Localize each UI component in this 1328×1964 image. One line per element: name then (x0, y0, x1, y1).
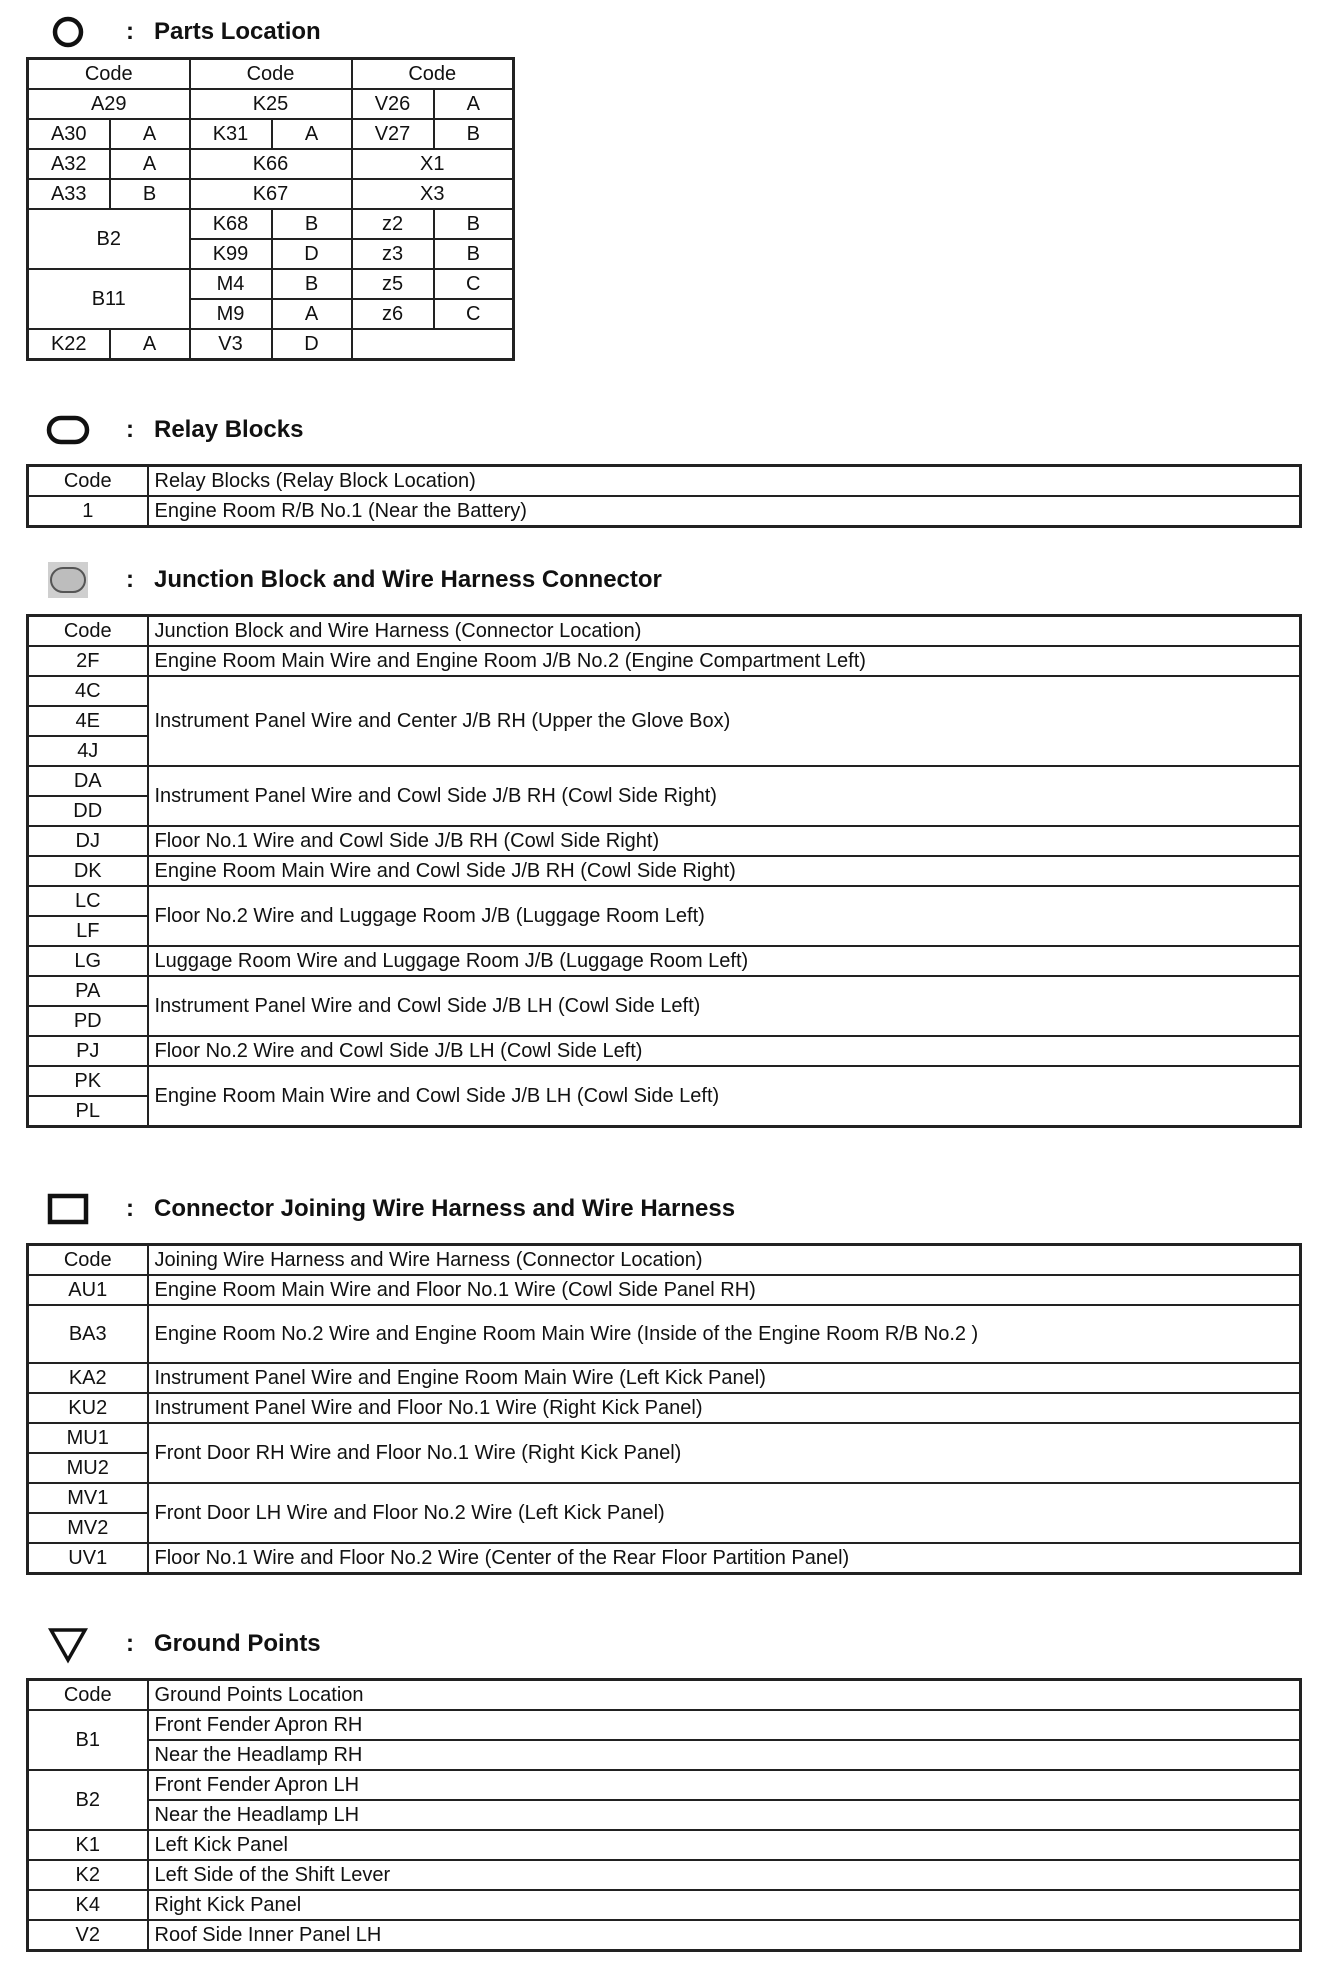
connector-location: Floor No.2 Wire and Cowl Side J/B LH (Cowl Side Left) (148, 1036, 1301, 1066)
ground-location: Front Fender Apron LH (148, 1770, 1301, 1800)
table-row (28, 1066, 1301, 1096)
table-row (28, 496, 1301, 527)
connector-code: 2F (28, 646, 148, 676)
ground-location: Right Kick Panel (148, 1890, 1301, 1920)
connector-code: KU2 (28, 1393, 148, 1423)
part-location: B (434, 119, 514, 149)
connector-code: DD (28, 796, 148, 826)
part-code: K25 (190, 89, 352, 119)
ground-location: Near the Headlamp LH (148, 1800, 1301, 1830)
part-code: X3 (352, 179, 514, 209)
connector-code: DK (28, 856, 148, 886)
connector-code: UV1 (28, 1543, 148, 1574)
part-code: z2 (352, 209, 434, 239)
table-row (28, 1800, 1301, 1830)
table-row (28, 1245, 1301, 1276)
connector-location: Instrument Panel Wire and Center J/B RH (Upper the Glove Box) (148, 676, 1301, 766)
ground-location: Left Kick Panel (148, 1830, 1301, 1860)
table-row (28, 1830, 1301, 1860)
parts-location-table (26, 57, 515, 361)
connector-code: LC (28, 886, 148, 916)
header-location: Junction Block and Wire Harness (Connector Location) (148, 616, 1301, 647)
part-code: K68 (190, 209, 272, 239)
table-row (28, 976, 1301, 1006)
ground-location: Left Side of the Shift Lever (148, 1860, 1301, 1890)
connector-location: Floor No.1 Wire and Floor No.2 Wire (Center of the Rear Floor Partition Panel) (148, 1543, 1301, 1574)
connector-code: PA (28, 976, 148, 1006)
relay-code: 1 (28, 496, 148, 527)
table-row (28, 946, 1301, 976)
rounded-oval-icon (46, 410, 90, 450)
relay-blocks-heading (46, 410, 303, 450)
part-code: V26 (352, 89, 434, 119)
junction-block-colon: : (126, 566, 134, 593)
connector-code: MV1 (28, 1483, 148, 1513)
junction-block-title: Junction Block and Wire Harness Connector (154, 566, 662, 593)
header-location: Relay Blocks (Relay Block Location) (148, 466, 1301, 497)
connector-code: 4C (28, 676, 148, 706)
part-code: z6 (352, 299, 434, 329)
table-row (28, 1770, 1301, 1800)
header-location: Joining Wire Harness and Wire Harness (Connector Location) (148, 1245, 1301, 1276)
ground-points-colon: : (126, 1630, 134, 1657)
connector-location: Engine Room Main Wire and Engine Room J/B No.2 (Engine Compartment Left) (148, 646, 1301, 676)
connector-code: MU2 (28, 1453, 148, 1483)
header-code: Code (28, 616, 148, 647)
junction-block-table (26, 614, 1302, 1128)
ground-points-heading (46, 1624, 321, 1664)
header-code-1: Code (28, 59, 190, 90)
ground-code: K1 (28, 1830, 148, 1860)
table-row (28, 1036, 1301, 1066)
connector-location: Front Door RH Wire and Floor No.1 Wire (Right Kick Panel) (148, 1423, 1301, 1483)
header-location: Ground Points Location (148, 1680, 1301, 1711)
table-row (28, 1920, 1301, 1951)
part-location: C (434, 299, 514, 329)
part-location: C (434, 269, 514, 299)
part-location: B (110, 179, 190, 209)
part-code: M9 (190, 299, 272, 329)
table-row (28, 1483, 1301, 1513)
connector-location: Engine Room Main Wire and Cowl Side J/B LH (Cowl Side Left) (148, 1066, 1301, 1127)
part-code: z3 (352, 239, 434, 269)
table-row (28, 1305, 1301, 1363)
table-row (28, 466, 1301, 497)
connector-code: PJ (28, 1036, 148, 1066)
table-row (28, 209, 514, 239)
table-row (28, 646, 1301, 676)
part-code: K22 (28, 329, 110, 360)
part-code: V3 (190, 329, 272, 360)
relay-blocks-title: Relay Blocks (154, 416, 304, 443)
connector-location: Instrument Panel Wire and Cowl Side J/B LH (Cowl Side Left) (148, 976, 1301, 1036)
table-row (28, 616, 1301, 647)
table-row (28, 1543, 1301, 1574)
parts-location-colon: : (126, 18, 134, 45)
ground-points-table (26, 1678, 1302, 1952)
table-row (28, 1393, 1301, 1423)
part-location: D (272, 329, 352, 360)
ground-code: K4 (28, 1890, 148, 1920)
table-row (28, 826, 1301, 856)
connector-code: LG (28, 946, 148, 976)
connector-code: DJ (28, 826, 148, 856)
part-location: B (434, 239, 514, 269)
ground-location: Front Fender Apron RH (148, 1710, 1301, 1740)
ground-points-title: Ground Points (154, 1630, 321, 1657)
part-code: K66 (190, 149, 352, 179)
connector-code: BA3 (28, 1305, 148, 1363)
connector-code: 4J (28, 736, 148, 766)
table-row (28, 886, 1301, 916)
connector-code: PL (28, 1096, 148, 1127)
part-location: A (272, 119, 352, 149)
relay-blocks-colon: : (126, 416, 134, 443)
relay-blocks-table (26, 464, 1302, 528)
part-code: V27 (352, 119, 434, 149)
part-code: A33 (28, 179, 110, 209)
connector-joining-heading (46, 1189, 735, 1229)
connector-location: Engine Room Main Wire and Cowl Side J/B RH (Cowl Side Right) (148, 856, 1301, 886)
header-code-2: Code (190, 59, 352, 90)
header-code: Code (28, 466, 148, 497)
ground-code: B1 (28, 1710, 148, 1770)
connector-code: MV2 (28, 1513, 148, 1543)
inverted-triangle-icon (46, 1624, 90, 1664)
table-row (28, 1860, 1301, 1890)
part-location: A (434, 89, 514, 119)
connector-location: Instrument Panel Wire and Cowl Side J/B RH (Cowl Side Right) (148, 766, 1301, 826)
connector-code: AU1 (28, 1275, 148, 1305)
part-location: A (110, 149, 190, 179)
connector-code: MU1 (28, 1423, 148, 1453)
connector-location: Front Door LH Wire and Floor No.2 Wire (Left Kick Panel) (148, 1483, 1301, 1543)
table-row (28, 269, 514, 299)
table-row (28, 89, 514, 119)
table-row (28, 856, 1301, 886)
shaded-oval-icon (46, 560, 90, 600)
part-code: K67 (190, 179, 352, 209)
connector-code: PK (28, 1066, 148, 1096)
ground-code: V2 (28, 1920, 148, 1951)
header-code-3: Code (352, 59, 514, 90)
square-icon (46, 1189, 90, 1229)
part-code: A32 (28, 149, 110, 179)
table-row (28, 766, 1301, 796)
part-code: A29 (28, 89, 190, 119)
part-code: A30 (28, 119, 110, 149)
table-row (28, 1363, 1301, 1393)
table-row (28, 329, 514, 360)
part-code: X1 (352, 149, 514, 179)
connector-joining-title: Connector Joining Wire Harness and Wire Harness (154, 1195, 736, 1222)
table-row (28, 1890, 1301, 1920)
empty-cell (352, 329, 514, 360)
table-row (28, 59, 514, 90)
table-row (28, 676, 1301, 706)
connector-code: KA2 (28, 1363, 148, 1393)
connector-location: Instrument Panel Wire and Floor No.1 Wire (Right Kick Panel) (148, 1393, 1301, 1423)
part-location: B (272, 269, 352, 299)
connector-code: DA (28, 766, 148, 796)
table-row (28, 1275, 1301, 1305)
part-code: M4 (190, 269, 272, 299)
connector-location: Floor No.2 Wire and Luggage Room J/B (Luggage Room Left) (148, 886, 1301, 946)
ground-location: Near the Headlamp RH (148, 1740, 1301, 1770)
part-location: A (272, 299, 352, 329)
part-location: B (272, 209, 352, 239)
part-location: D (272, 239, 352, 269)
ground-location: Roof Side Inner Panel LH (148, 1920, 1301, 1951)
table-row (28, 1423, 1301, 1453)
part-location: A (110, 119, 190, 149)
parts-location-heading (46, 12, 321, 52)
table-row (28, 119, 514, 149)
connector-code: PD (28, 1006, 148, 1036)
parts-location-title: Parts Location (154, 18, 321, 45)
header-code: Code (28, 1245, 148, 1276)
circle-icon (46, 12, 90, 52)
table-row (28, 1740, 1301, 1770)
ground-code: B2 (28, 1770, 148, 1830)
part-code: B2 (28, 209, 190, 269)
table-row (28, 1710, 1301, 1740)
connector-code: 4E (28, 706, 148, 736)
table-row (28, 149, 514, 179)
header-code: Code (28, 1680, 148, 1711)
connector-joining-table (26, 1243, 1302, 1575)
part-code: K99 (190, 239, 272, 269)
table-row (28, 1680, 1301, 1711)
junction-block-heading (46, 560, 662, 600)
connector-code: LF (28, 916, 148, 946)
part-location: A (110, 329, 190, 360)
part-code: B11 (28, 269, 190, 329)
connector-joining-colon: : (126, 1195, 134, 1222)
ground-code: K2 (28, 1860, 148, 1890)
connector-location: Instrument Panel Wire and Engine Room Main Wire (Left Kick Panel) (148, 1363, 1301, 1393)
connector-location: Luggage Room Wire and Luggage Room J/B (Luggage Room Left) (148, 946, 1301, 976)
connector-location: Engine Room No.2 Wire and Engine Room Main Wire (Inside of the Engine Room R/B No.2 ) (148, 1305, 1301, 1363)
part-location: B (434, 209, 514, 239)
part-code: z5 (352, 269, 434, 299)
relay-location: Engine Room R/B No.1 (Near the Battery) (148, 496, 1301, 527)
table-row (28, 179, 514, 209)
connector-location: Floor No.1 Wire and Cowl Side J/B RH (Cowl Side Right) (148, 826, 1301, 856)
connector-location: Engine Room Main Wire and Floor No.1 Wire (Cowl Side Panel RH) (148, 1275, 1301, 1305)
part-code: K31 (190, 119, 272, 149)
